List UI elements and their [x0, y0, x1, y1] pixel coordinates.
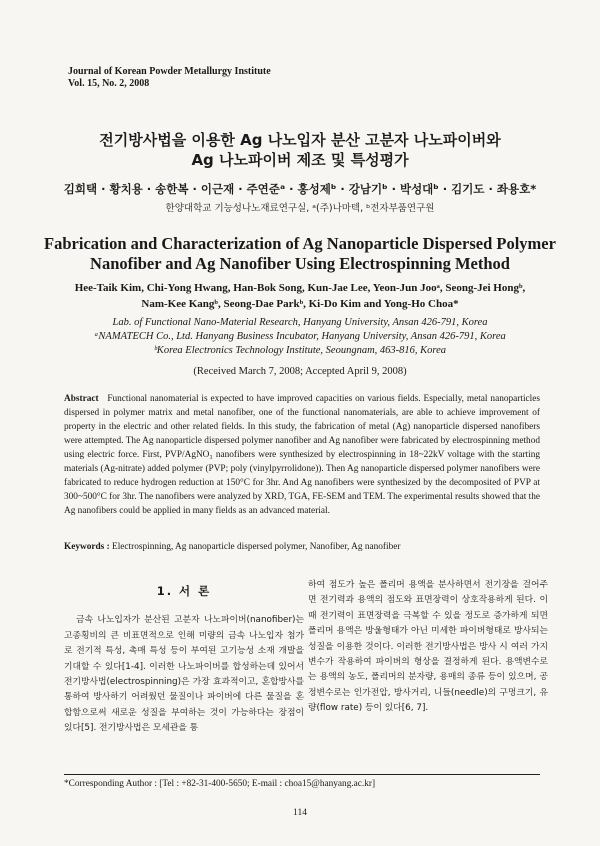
corresponding-author-footnote: *Corresponding Author : [Tel : +82-31-400-5650; E-mail : choa15@hanyang.ac.kr] [64, 779, 376, 789]
english-title-line2: Nanofiber and Ag Nanofiber Using Electrospinning Method [90, 254, 510, 273]
english-authors-line1: Hee-Taik Kim, Chi-Yong Hwang, Han-Bok Song, Kun-Jae Lee, Yeon-Jun Jooᵃ, Seong-Jei Hongᵇ, [74, 282, 526, 294]
body-paragraph-left: 금속 나노입자가 분산된 고분자 나노파이버(nanofiber)는 고종횡비의 큰 비표면적으로 인해 미량의 금속 나노입자 첨가로 전기적 특성, 촉매 특성 등이 부여된 고기능성 소재 개발을 기대할 수 있다[1-4]. 이러한 나노파이버를 합성하는데 있어서 전기방사법(electrospinning)은 가장 효과적이고, 혼합방사를 통하여 방사하기 어려웠던 물질이나 파이버에 다른 물질을 혼합함으로써 새로운 성질을 부여하는 것이 가능하다는 장점이 있다[5]. 전기방사법은 모세관을 통 [64, 615, 304, 734]
body-paragraph-right: 하여 점도가 높은 폴리머 용액을 분사하면서 전기장을 걸어주면 전기력과 용액의 점도와 표면장력이 상호작용하게 된다. 이때 전기력이 표면장력을 극복할 수 있을 정도로 증가하게 되면 폴리머 용액은 방울형태가 아닌 미세한 파이버형태로 방사되는 성질을 이용한 것이다. 이러한 전기방사법은 방사 시 여러 가지 변수가 작용하여 파이버의 형상을 결정하게 된다. 용액변수로는 용액의 농도, 폴리머의 분자량, 용매의 종류 등이 있으며, 공정변수로는 인가전압, 방사거리, 니들(needle)의 구멍크기, 유량(flow rate) 등이 있다[6, 7]. [308, 580, 548, 714]
journal-volume: Vol. 15, No. 2, 2008 [68, 78, 150, 89]
affiliation-line3: ᵇKorea Electronics Technology Institute, Seoungnam, 463-816, Korea [153, 345, 447, 356]
body-column-left [64, 578, 304, 737]
korean-title-line2: Ag 나노파이버 제조 및 특성평가 [191, 151, 409, 169]
english-title [40, 234, 560, 274]
abstract-label: Abstract [64, 394, 99, 404]
keywords [64, 542, 544, 552]
keywords-text: Electrospinning, Ag nanoparticle dispersed polymer, Nanofiber, Ag nanofiber [109, 542, 401, 552]
korean-affiliation: 한양대학교 기능성나노재료연구실, ᵃ(주)나마텍, ᵇ전자부품연구원 [165, 203, 435, 214]
korean-title [40, 130, 560, 170]
english-title-line1: Fabrication and Characterization of Ag Nanoparticle Dispersed Polymer [44, 234, 556, 253]
affiliation-line2: ᵃNAMATECH Co., Ltd. Hanyang Business Incubator, Hanyang University, Ansan 426-791, Korea [94, 331, 506, 342]
body-column-right [308, 578, 548, 717]
korean-title-line1: 전기방사법을 이용한 Ag 나노입자 분산 고분자 나노파이버와 [99, 131, 501, 149]
keywords-label: Keywords : [64, 542, 110, 552]
page-number: 114 [293, 808, 307, 818]
english-authors [40, 280, 560, 312]
korean-authors: 김희택 · 황치용 · 송한복 · 이근재 · 주연준ᵃ · 홍성제ᵇ · 강남기ᵇ · 박성대ᵇ · 김기도 · 좌용호* [63, 182, 537, 196]
section-heading: 1. 서 론 [156, 584, 212, 598]
english-authors-line2: Nam-Kee Kangᵇ, Seong-Dae Parkᵇ, Ki-Do Kim and Yong-Ho Choa* [141, 298, 459, 310]
affiliation-line1: Lab. of Functional Nano-Material Research, Hanyang University, Ansan 426-791, Korea [112, 317, 488, 328]
footnote-divider [64, 774, 540, 775]
received-dates: (Received March 7, 2008; Accepted April 9, 2008) [193, 366, 407, 377]
abstract-text: Functional nanomaterial is expected to have improved capacities on various fields. Especially, metal nanoparticles dispersed in polymer matrix and metal nanofiber, one of the functional nanomaterials, are able to achieve improvement of property in the electric and other related fields. In this study, the fabrication of metal (Ag) nanoparticle dispersed nanofibers were attempted. The Ag nanoparticle dispersed polymer nanofiber and Ag nanofiber were fabricated by electrospinning method using electric force. First, PVP/AgNO₃ nanofibers were synthesized by electrospinning in 18~22kV voltage with the starting materials (Ag-nitrate) added polymer (PVP; poly (vinylpyrrolidone)). Then Ag nanoparticle dispersed polymer nanofibers were fabricated to reduce hydrogen reduction at 150°C for 3hr. And Ag nanofibers were synthesized by the decomposited of PVP at 300~500°C for 3hr. The nanofibers were analyzed by XRD, TGA, FE-SEM and TEM. The experimental results showed that the Ag nanofibers could be applied in many fields as an advanced material. [64, 394, 540, 516]
journal-header [68, 66, 271, 90]
journal-name: Journal of Korean Powder Metallurgy Institute [68, 66, 271, 77]
abstract [64, 392, 540, 518]
english-affiliations [40, 316, 560, 358]
